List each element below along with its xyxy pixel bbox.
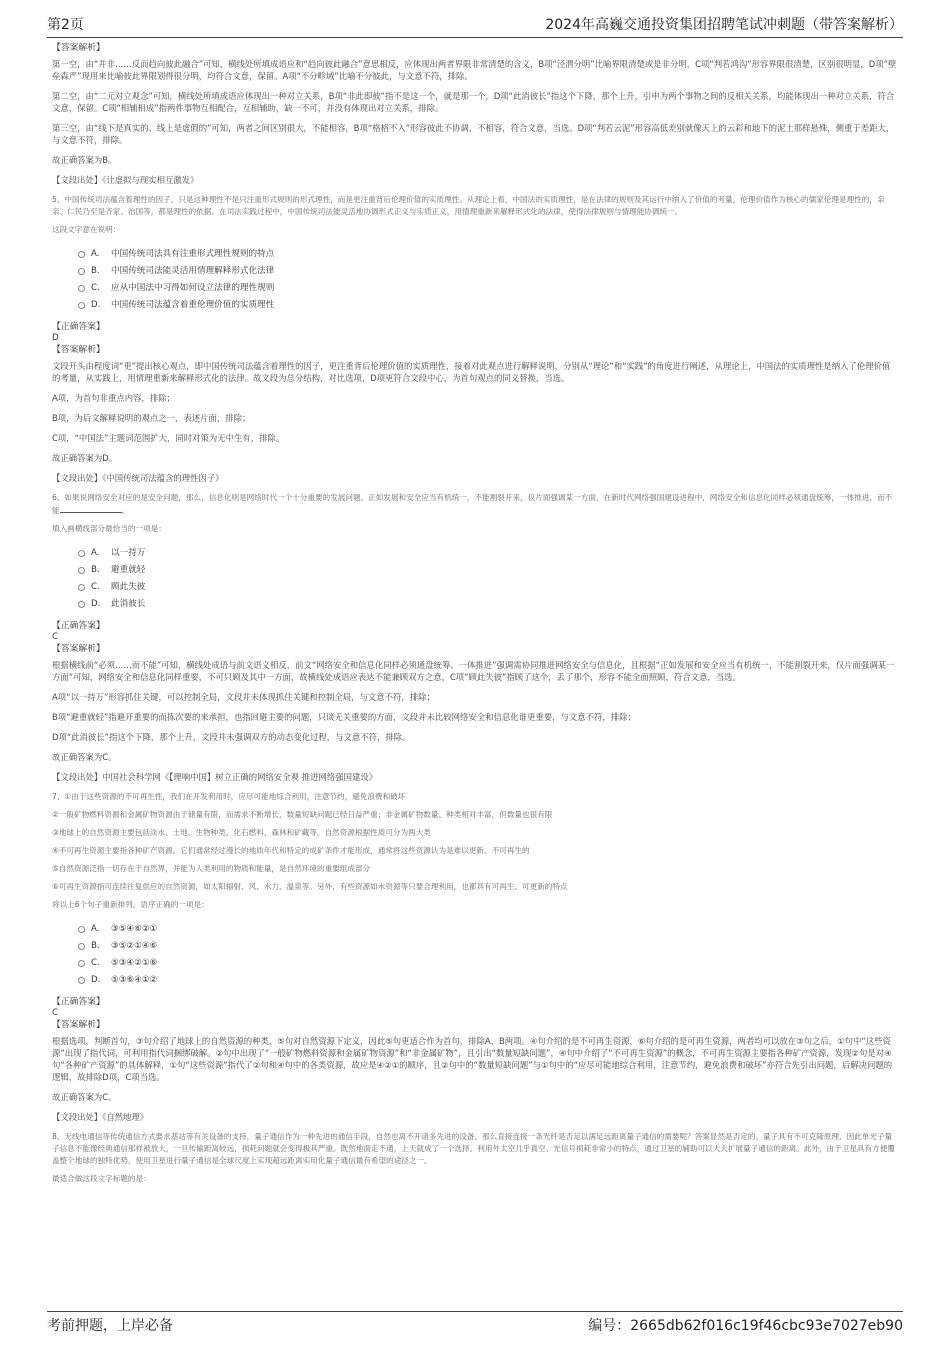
analysis-paragraph: B项，为后文解释说明的观点之一，表述片面，排除； — [52, 413, 251, 423]
radio-icon[interactable] — [78, 567, 85, 574]
answer-value: D — [52, 333, 59, 343]
radio-icon[interactable] — [78, 977, 85, 984]
sentence: ⑤自然资源泛指一切存在于自然界，并能为人类利用的物质和能量，是自然环境的重要组成部分 — [52, 864, 371, 873]
analysis-paragraph: 根据横线前“必须……而不能”可知，横线处成语与前文语义相反，前文“网络安全和信息化同样必须通盘统筹、一体推进”强调需协同推进网络安全与信息化，且根据“正如发展和安全应当有机统一，不能割裂开来，仅片面强调某一方面”可知，网络安全和信息化同样重要，不可只顾及其中一方面，故横线处成语应表达不能兼顾双方之意，C项“顾此失彼”指顾了这个，丢了那个，形容不能全面照顾，符合文意，当选。 — [52, 660, 895, 682]
analysis-paragraph: C项，“中国法”主题词范围扩大，同时对策为无中生有，排除。 — [52, 433, 285, 443]
option-a[interactable]: A. 以一持万 — [78, 545, 898, 562]
option-a[interactable]: A. ③⑤④⑥②① — [78, 921, 898, 938]
page-footer — [47, 1311, 903, 1338]
sentence: 7、①由于这些资源的不可再生性，我们在开发利用时，应尽可能地综合利用，注意节约，避免浪费和破坏 — [52, 792, 406, 801]
analysis-label: 【答案解析】 — [52, 1020, 105, 1030]
radio-icon[interactable] — [78, 302, 85, 309]
option-list — [78, 246, 898, 314]
option-list — [78, 921, 898, 989]
analysis-label: 【答案解析】 — [52, 345, 105, 355]
radio-icon[interactable] — [78, 268, 85, 275]
source: 【文段出处】中国社会科学网《【理响中国】树立正确的网络安全观 推进网络强国建设》 — [52, 772, 378, 782]
page-header — [47, 8, 903, 38]
conclusion: 故正确答案为D。 — [52, 453, 118, 463]
analysis-label: 【答案解析】 — [52, 43, 105, 53]
option-c[interactable]: C. 顾此失彼 — [78, 579, 898, 596]
question-prompt: 最适合做这段文字标题的是： — [52, 1174, 151, 1183]
analysis-paragraph: 文段开头由程度词“更”提出核心观点，即中国传统司法蕴含着理性的因子，更注重背后伦理价值的实质理性，接着对此观点进行解释说明，分别从“理论”和“实践”的角度进行阐述，从理论上，中国法的实质理性是纳入了伦理价值的考量，从实践上，用情理重新来解释形式化的法律。故文段为总分结构，对比选项，D项更符合文段中心，为首句观点的同义替换，当选。 — [52, 361, 891, 383]
question-prompt: 填入画横线部分最恰当的一项是： — [52, 524, 166, 533]
question-prompt: 这段文字意在说明： — [52, 225, 121, 234]
question-stem: 5、中国传统司法蕴含着理性的因子，只是这种理性不是只注重形式规则的形式理性，而是更注重背后伦理价值的实质理性。从理论上看，中国法的实质理性，是在法律的规则及其运行中纳入了价值的考量，伦理价值作为核心的儒家伦理是理性的，亲亲、仁民乃至是齐家、治国等，都是理性的依据。在司法实践过程中，中国传统司法能灵活地协调形式正义与实质正义，用情理重新来解释形式化的法律，使得法律规则与情理能协调统一。 — [52, 195, 885, 216]
answer-blank — [60, 504, 122, 513]
option-d[interactable]: D. ⑤③⑥④①② — [78, 972, 898, 989]
analysis-label: 【答案解析】 — [52, 644, 105, 654]
source: 【文段出处】《自然地理》 — [52, 1112, 149, 1122]
footer-slogan: 考前押题，上岸必备 — [47, 1318, 173, 1334]
option-d[interactable]: D. 中国传统司法蕴含着重伦理价值的实质理性 — [78, 297, 898, 314]
radio-icon[interactable] — [78, 926, 85, 933]
option-list — [78, 545, 898, 613]
radio-icon[interactable] — [78, 251, 85, 258]
source: 【文段出处】《让虚拟与现实相互激发》 — [52, 175, 199, 185]
conclusion: 故正确答案为C。 — [52, 752, 117, 762]
answer-label: 【正确答案】 — [52, 322, 105, 332]
analysis-paragraph: 根据选项，判断首句，③句介绍了地球上的自然资源的种类，⑤句对自然资源下定义，因此⑤句更适合作为首句，排除A、B两项。④句介绍的是不可再生资源，⑥句介绍的是可再生资源，两者均可以放在③句之后，①句中“这些资源”出现了指代词，可利用指代词捆绑破解。②句中出现了“一般矿物燃料资源和金属矿物资源”和“非金属矿物”，且引出“数量短缺问题”，④句中介绍了“不可再生资源”的概念，不可再生资源主要指各种矿产资源，发现②句是对④句“各种矿产资源”的具体解释，①句“这些资源”指代了②句和④句中的各类资源，故应是④②①的顺序，且②句中的“数量短缺问题”与①句中的“应尽可能地综合利用，注意节约，避免浪费和破坏”亦符合先引出问题，后解决问题的逻辑，故排除D项，C项当选。 — [52, 1036, 893, 1082]
conclusion: 故正确答案为C。 — [52, 1092, 117, 1102]
sentence: ⑥可再生资源指可连续往复供应的自然资源，如太阳辐射、风、水力、温泉等。另外，有些资源如水资源等只要合理利用，也都具有可再生、可更新的特点 — [52, 882, 568, 891]
option-a[interactable]: A. 中国传统司法具有注重形式理性规则的特点 — [78, 246, 898, 263]
answer-label: 【正确答案】 — [52, 997, 105, 1007]
radio-icon[interactable] — [78, 285, 85, 292]
option-b[interactable]: B. 避重就轻 — [78, 562, 898, 579]
analysis-paragraph: B项“避重就轻”指避开重要的而拣次要的来承担，也指回避主要的问题，只谈无关重要的方面，文段并未比较网络安全和信息化谁更重要，与文意不符，排除； — [52, 712, 636, 722]
analysis-paragraph: 第三空，由“线下是真实的、线上是虚假的”可知，两者之间区别很大，不能相容，B项“格格不入”形容彼此不协调，不相容，符合文意，当选。D项“判若云泥”形容高低差别就像天上的云彩和地下的泥土那样悬殊，侧重于差距大，与文意不符，排除。 — [52, 123, 895, 145]
page-content — [52, 42, 898, 1305]
option-d[interactable]: D. 此消彼长 — [78, 596, 898, 613]
radio-icon[interactable] — [78, 601, 85, 608]
sentence: ②一般矿物燃料资源和金属矿物资源由于储量有限，而需求不断增长，数量短缺问题已经日益严重；非金属矿物数量、种类相对丰富，但数量也很有限 — [52, 810, 553, 819]
analysis-paragraph: D项“此消彼长”指这个下降，那个上升，文段并未强调双方的动态变化过程，与文意不符，排除。 — [52, 732, 411, 742]
analysis-paragraph: 第一空，由“并非……反而趋向彼此融合”可知，横线处所填成语应和“趋向彼此融合”意思相反，应体现出两者界限非常清楚的含义，B项“泾渭分明”比喻界限清楚或是非分明，C项“判若鸿沟”形容界限很清楚，区别很明显，D项“壁垒森严”现用来比喻彼此界限划得很分明，均符合文意，保留。A项“不分畛域”比喻不分彼此，与文意不符，排除。 — [52, 59, 897, 81]
document-id: 编号：2665db62f016c19f46cbc93e7027eb90 — [588, 1318, 903, 1334]
document-title: 2024年高巍交通投资集团招聘笔试冲刺题（带答案解析） — [545, 17, 903, 33]
option-c[interactable]: C. 应从中国法中习得如何设立法律的理性规则 — [78, 280, 898, 297]
radio-icon[interactable] — [78, 584, 85, 591]
option-b[interactable]: B. 中国传统司法能灵活用情理解释形式化法律 — [78, 263, 898, 280]
analysis-paragraph: A项，为首句非重点内容，排除； — [52, 393, 175, 403]
conclusion: 故正确答案为B。 — [52, 155, 117, 165]
radio-icon[interactable] — [78, 550, 85, 557]
question-stem: 6、如果说网络安全对应的是安全问题，那么，信息化则是网络时代一个十分重要的发展问题。正如发展和安全应当有机统一，不能割裂开来，仅片面强调某一方面，在新时代网络强国建设进程中，网络安全和信息化同样必须通盘统筹，一体推进，而不能 。 — [52, 493, 893, 515]
sentence: ③地球上的自然资源主要包括淡水、土地、生物种类、化石燃料、森林和矿藏等。自然资源根据性质可分为两大类 — [52, 828, 431, 837]
question-prompt: 将以上6个句子重新排列，语序正确的一项是： — [52, 900, 209, 909]
analysis-paragraph: A项“以一持万”形容抓住关键，可以控制全局，文段并未体现抓住关键和控制全局，与文意不符，排除； — [52, 692, 435, 702]
analysis-paragraph: 第二空，由“二元对立观念”可知，横线处所填成语应体现出一种对立关系，B项“非此即彼”指不是这一个，就是那一个，D项“此消彼长”指这个下降，那个上升，引申为两个事物之间的反相关关系，均能体现出一种对立关系，符合文意，保留。C项“相辅相成”指两件事物互相配合，互相辅助，缺一不可，并没有体现出对立关系，排除。 — [52, 91, 895, 113]
answer-label: 【正确答案】 — [52, 621, 105, 631]
radio-icon[interactable] — [78, 943, 85, 950]
option-c[interactable]: C. ⑤③④②①⑥ — [78, 955, 898, 972]
answer-value: C — [52, 632, 59, 642]
option-b[interactable]: B. ③⑤②①④⑥ — [78, 938, 898, 955]
page-number: 第2页 — [47, 17, 84, 33]
radio-icon[interactable] — [78, 960, 85, 967]
sentence: ④不可再生资源主要指各种矿产资源。它们通常经过漫长的地质年代和特定的成矿条件才能形成，通常将这些资源认为是难以更新、不可再生的 — [52, 846, 530, 855]
source: 【文段出处】《中国传统司法蕴含的理性因子》 — [52, 473, 224, 483]
answer-value: C — [52, 1008, 59, 1018]
question-stem: 8、无线电通信等传统通信方式要求基站等有关设备的支持，量子通信作为一种先进的通信手段，自然也离不开诸多先进的设备。那么直接连接一条光纤是否足以满足远距离量子通信的需要呢？答案显然是否定的。量子具有不可克隆原理，因此单光子量子信息不能像经典通信那样被放大，一旦传输距离较远，损耗问题就会变得极其严重。既然地面走不通，上天就成了一个选择。利用外太空几乎真空、光信号损耗非常小的特点，通过卫星的辅助可以大大扩展量子通信的距离。此外，由于卫星具有方便覆盖整个地球的独特优势，使用卫星进行量子通信是全球尺度上实现超远距离实用化量子通信最有希望的途径之一。 — [52, 1132, 895, 1165]
